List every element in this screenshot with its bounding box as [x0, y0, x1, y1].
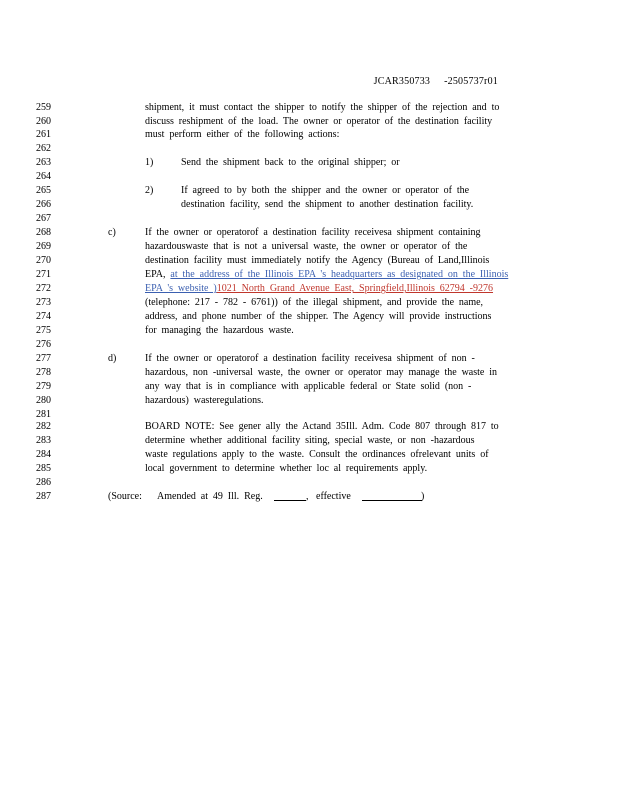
subsection-label: d)	[108, 353, 117, 364]
line-number: 261	[36, 129, 51, 140]
line-number: 259	[36, 102, 51, 113]
line-text	[145, 268, 508, 281]
amended-text: Amended at 49 Ill. Reg.	[157, 491, 263, 502]
subsection-label: c)	[108, 227, 116, 238]
line-number: 277	[36, 353, 51, 364]
line-text: hazardouswaste that is not a universal waste, the owner or operator of the	[145, 241, 468, 252]
line-text: hazardous, non -universal waste, the owner or operator may manage the waste in	[145, 367, 498, 378]
line-number: 284	[36, 449, 51, 460]
line-text: for managing the hazardous waste.	[145, 325, 294, 336]
document-header	[374, 76, 498, 87]
line-text: destination facility, send the shipment to another destination facility.	[181, 199, 474, 210]
inserted-text: at the address of the Illinois EPA 's headquarters as designated on the Illinois	[170, 269, 509, 280]
line-text: If the owner or operatorof a destination facility receivesa shipment of non -	[145, 353, 475, 364]
line-number: 285	[36, 463, 51, 474]
line-text: local government to determine whether loc al requirements apply.	[145, 463, 428, 474]
line-number: 274	[36, 311, 51, 322]
line-number: 268	[36, 227, 51, 238]
document-id: JCAR350733	[373, 76, 431, 87]
effective-date-blank	[362, 491, 425, 502]
line-number: 281	[36, 409, 51, 420]
line-text: shipment, it must contact the shipper to notify the shipper of the rejection and to	[145, 102, 500, 113]
line-number: 280	[36, 395, 51, 406]
line-text: discuss reshipment of the load. The owner or operator of the destination facility	[145, 116, 493, 127]
source-close: )	[421, 491, 425, 502]
line-number: 279	[36, 381, 51, 392]
deleted-text: 1021 North Grand Avenue East, Springfield,Illinois 62794 -9276	[216, 283, 494, 294]
line-number: 275	[36, 325, 51, 336]
line-text	[145, 282, 493, 295]
item-label: 2)	[145, 185, 154, 196]
line-text: hazardous) wasteregulations.	[145, 395, 264, 406]
line-number: 263	[36, 157, 51, 168]
line-text: any way that is in compliance with applicable federal or State solid (non -	[145, 381, 472, 392]
line-text: determine whether additional facility siting, special waste, or non -hazardous	[145, 435, 475, 446]
line-number: 272	[36, 283, 51, 294]
line-number: 273	[36, 297, 51, 308]
line-text: must perform either of the following actions:	[145, 129, 340, 140]
line-text: Send the shipment back to the original shipper; or	[181, 157, 400, 168]
line-text: destination facility must immediately notify the Agency (Bureau of Land,Illinois	[145, 255, 490, 266]
register-blank	[274, 491, 306, 501]
line-text: address, and phone number of the shipper. The Agency will provide instructions	[145, 311, 492, 322]
comma: ,	[306, 491, 309, 502]
line-text: waste regulations apply to the waste. Consult the ordinances ofrelevant units of	[145, 449, 489, 460]
inserted-text: EPA 's website )	[145, 283, 217, 294]
line-text: If agreed to by both the shipper and the owner or operator of the	[181, 185, 470, 196]
line-text: BOARD NOTE: See gener ally the Actand 35Ill. Adm. Code 807 through 817 to	[145, 421, 499, 432]
line-number: 266	[36, 199, 51, 210]
line-number: 271	[36, 269, 51, 280]
effective-text: effective	[316, 491, 351, 502]
line-number: 276	[36, 339, 51, 350]
line-number: 267	[36, 213, 51, 224]
line-number: 286	[36, 477, 51, 488]
line-number: 265	[36, 185, 51, 196]
line-text: If the owner or operatorof a destination facility receivesa shipment containing	[145, 227, 481, 238]
line-number: 287	[36, 491, 51, 502]
revision-id: -2505737r01	[444, 76, 498, 87]
source-label: (Source:	[108, 491, 142, 502]
line-number: 264	[36, 171, 51, 182]
item-label: 1)	[145, 157, 154, 168]
line-number: 270	[36, 255, 51, 266]
line-number: 269	[36, 241, 51, 252]
line-number: 282	[36, 421, 51, 432]
line-text-start: EPA,	[145, 269, 166, 280]
line-number: 260	[36, 116, 51, 127]
line-number: 278	[36, 367, 51, 378]
line-number: 283	[36, 435, 51, 446]
line-text: (telephone: 217 - 782 - 6761)) of the illegal shipment, and provide the name,	[145, 297, 484, 308]
line-number: 262	[36, 143, 51, 154]
